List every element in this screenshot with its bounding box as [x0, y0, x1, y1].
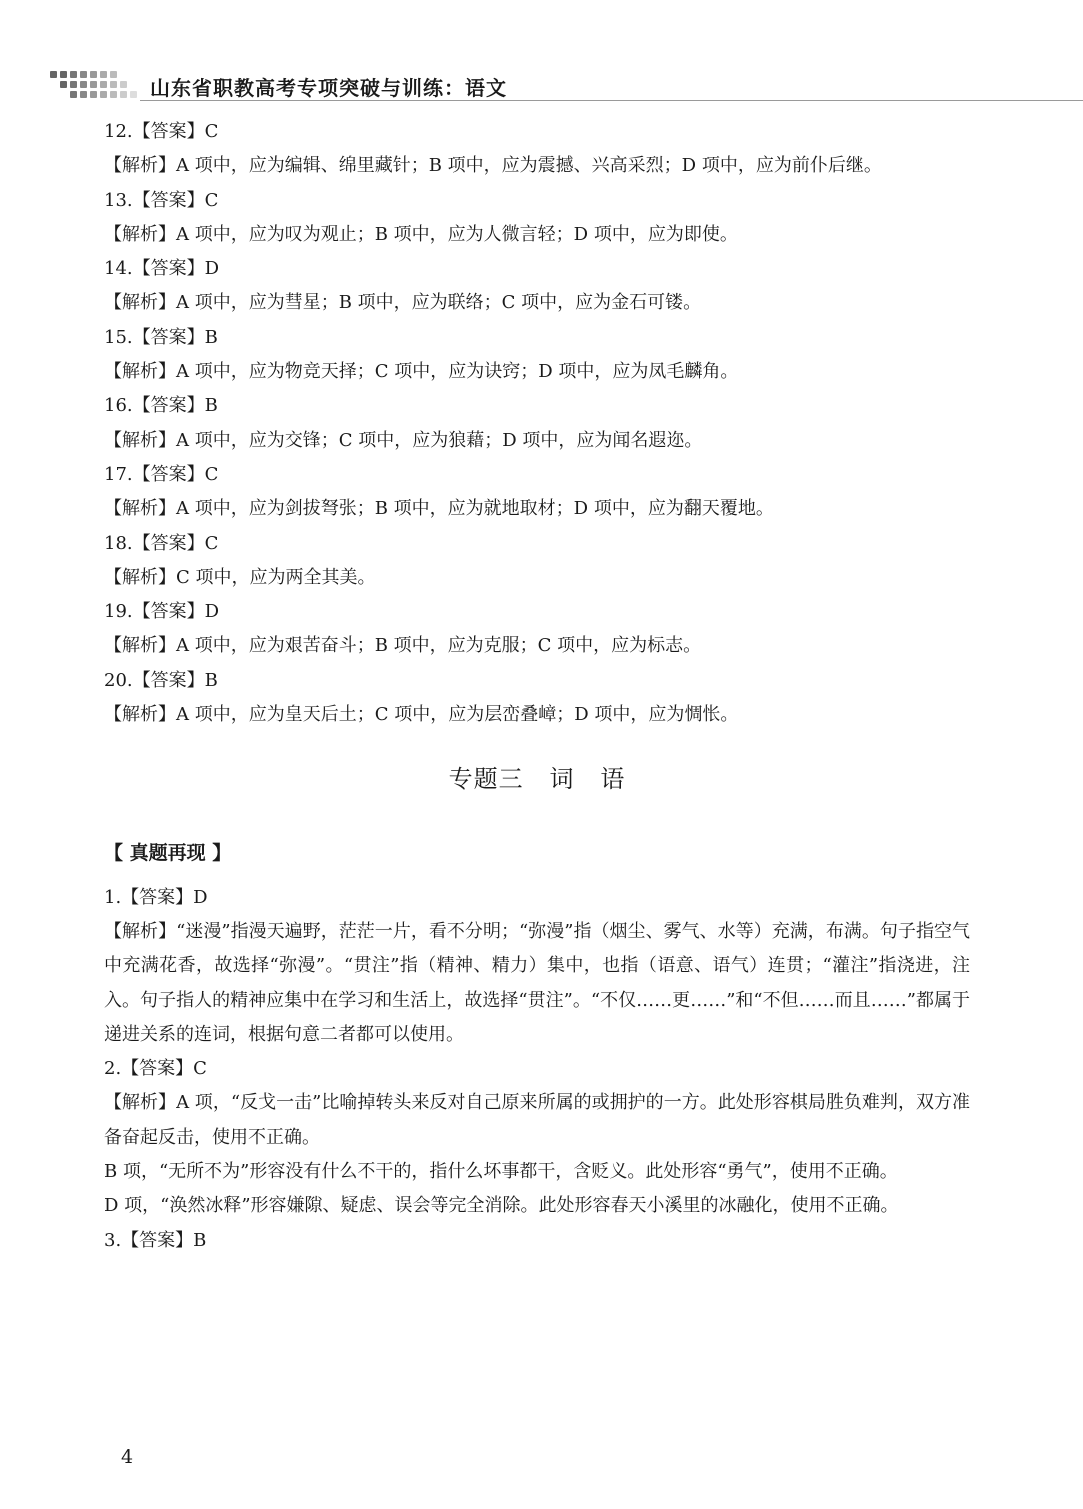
- analysis-line: 【解析】A 项中，应为交锋；C 项中，应为狼藉；D 项中，应为闻名遐迩。: [104, 429, 703, 451]
- answer-line: 13.【答案】C: [104, 189, 219, 211]
- section-subheading: 【 真题再现 】: [104, 842, 232, 865]
- analysis-line: 【解析】A 项中，应为叹为观止；B 项中，应为人微言轻；D 项中，应为即使。: [104, 223, 738, 245]
- section-title: 专题三 词 语: [448, 765, 626, 794]
- page-header: [48, 66, 1083, 106]
- answer-line: 3.【答案】B: [104, 1229, 207, 1251]
- answer-line: 12.【答案】C: [104, 121, 219, 142]
- answer-line: 16.【答案】B: [104, 395, 218, 417]
- answer-line: 15.【答案】B: [104, 326, 218, 348]
- analysis-line: 【解析】A 项中，应为剑拔弩张；B 项中，应为就地取材；D 项中，应为翻天覆地。: [104, 498, 774, 520]
- book-title: 山东省职教高考专项突破与训练：语文: [150, 76, 507, 100]
- answer-line: 20.【答案】B: [104, 669, 218, 691]
- analysis-line: 【解析】A 项中，应为艰苦奋斗；B 项中，应为克服；C 项中，应为标志。: [104, 635, 702, 657]
- analysis-paragraph: D 项，“涣然冰释”形容嫌隙、疑虑、误会等完全消除。此处形容春天小溪里的冰融化，使用不正确。: [104, 1195, 899, 1217]
- header-divider: [140, 100, 1083, 101]
- analysis-paragraph: 【解析】“迷漫”指漫天遍野，茫茫一片，看不分明；“弥漫”指（烟尘、雾气、水等）充满，布满。句子指空气中充满花香，故选择“弥漫”。“贯注”指（精神、精力）集中，也指（语意、语气）连贯；“灌注”指浇进，注入。句子指人的精神应集中在学习和生活上，故选择“贯注”。“不仅……更……”和“不但……而且……”都属于递进关系的连词，根据句意二者都可以使用。: [104, 920, 970, 1045]
- analysis-line: 【解析】C 项中，应为两全其美。: [104, 566, 376, 588]
- analysis-line: 【解析】A 项中，应为编辑、绵里藏针；B 项中，应为震撼、兴高采烈；D 项中，应为前仆后继。: [104, 155, 882, 177]
- answers-list-part2: [104, 881, 970, 1258]
- analysis-line: 【解析】A 项中，应为皇天后土；C 项中，应为层峦叠嶂；D 项中，应为惆怅。: [104, 704, 739, 726]
- header-decoration-dots-icon: [48, 68, 140, 102]
- answer-line: 2.【答案】C: [104, 1058, 207, 1080]
- analysis-line: 【解析】A 项中，应为彗星；B 项中，应为联络；C 项中，应为金石可镂。: [104, 292, 702, 314]
- analysis-paragraph: 【解析】A 项，“反戈一击”比喻掉转头来反对自己原来所属的或拥护的一方。此处形容棋局胜负难判，双方准备奋起反击，使用不正确。: [104, 1092, 970, 1148]
- answer-line: 1.【答案】D: [104, 886, 208, 908]
- analysis-paragraph: B 项，“无所不为”形容没有什么不干的，指什么坏事都干，含贬义。此处形容“勇气”，使用不正确。: [104, 1161, 898, 1183]
- page-number: 4: [121, 1446, 134, 1468]
- answers-list-part1: [104, 115, 970, 732]
- answer-line: 19.【答案】D: [104, 601, 220, 623]
- page-content: [104, 115, 970, 1258]
- analysis-line: 【解析】A 项中，应为物竞天择；C 项中，应为诀窍；D 项中，应为凤毛麟角。: [104, 361, 739, 383]
- answer-line: 14.【答案】D: [104, 258, 220, 280]
- answer-line: 18.【答案】C: [104, 532, 219, 554]
- answer-line: 17.【答案】C: [104, 463, 219, 485]
